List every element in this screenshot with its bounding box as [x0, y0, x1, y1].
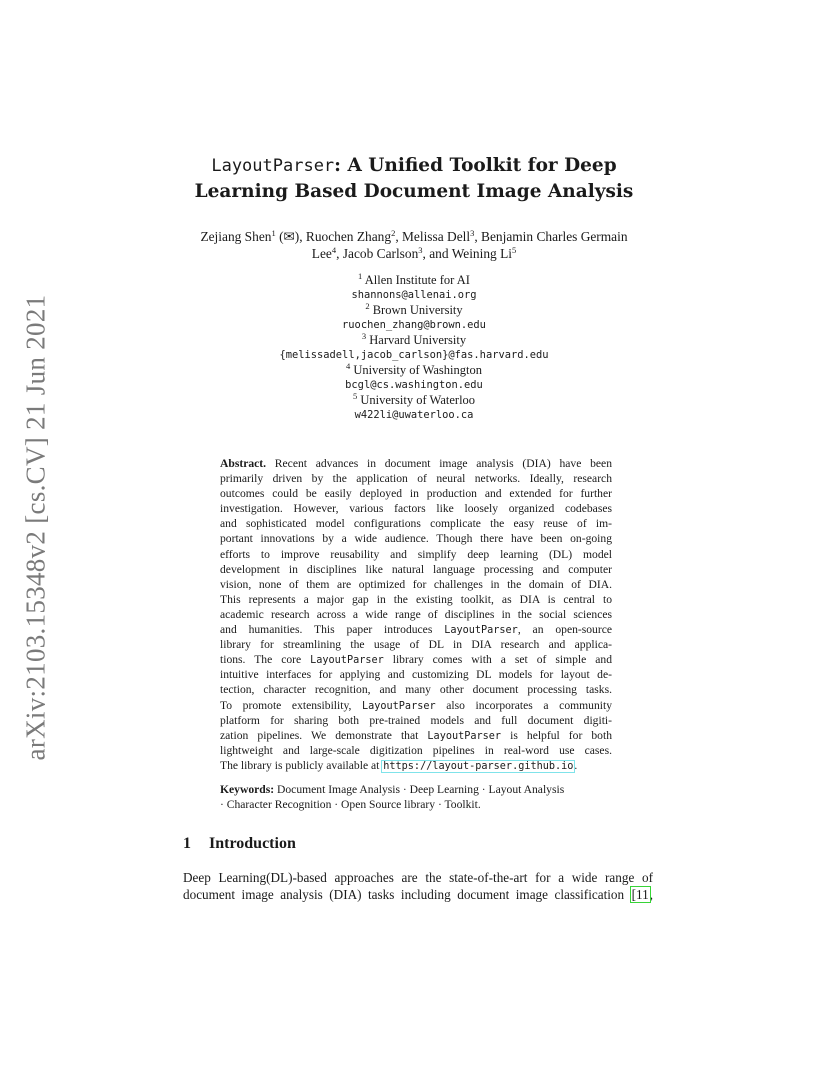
author-superscript: 5	[511, 245, 517, 255]
affiliation-name	[150, 393, 678, 408]
keywords-label: Keywords:	[220, 783, 275, 796]
abstract-line: and sophisticated model configurations complicate the easy reuse of im-	[220, 517, 612, 531]
author-name: Ruochen Zhang	[305, 229, 392, 244]
affiliation-list	[150, 273, 678, 423]
affiliation-email: bcgl@cs.washington.edu	[345, 379, 483, 391]
affiliation-superscript: 5	[352, 391, 358, 401]
author-separator: ,	[474, 229, 482, 244]
section-heading	[183, 835, 653, 853]
affiliation-email: ruochen_zhang@brown.edu	[342, 319, 486, 331]
abstract-text: tions. The core	[220, 653, 311, 667]
author-superscript: 3	[470, 228, 475, 238]
abstract-text: The library is publicly available at	[220, 758, 383, 772]
author-superscript: 4	[331, 245, 337, 255]
intro-line: Deep Learning(DL)-based approaches are the state-of-the-art for a wide range of	[183, 870, 653, 885]
paper-title	[150, 153, 678, 205]
author-name: Lee	[311, 246, 332, 261]
title-line2: Learning Based Document Image Analysis	[194, 181, 634, 202]
abstract-line: vision, none of them are optimized for challenges in the domain of DIA.	[220, 577, 612, 591]
author-superscript: 3	[418, 245, 423, 255]
section-number: 1	[183, 835, 191, 852]
abstract-line: investigation. However, various factors like loosely organized codebases	[220, 502, 612, 516]
affiliation-text: Allen Institute for AI	[364, 273, 470, 287]
author-name: Benjamin Charles Germain	[481, 229, 628, 244]
affiliation-superscript: 4	[346, 361, 351, 371]
keywords-text: Document Image Analysis · Deep Learning · Layout Analysis	[274, 783, 565, 796]
abstract-text: and humanities. This paper introduces	[220, 623, 445, 637]
intro-line	[183, 886, 653, 903]
abstract-line	[220, 728, 612, 743]
corresponding-author-mark: (✉),	[275, 229, 306, 244]
abstract-line: primarily driven by the application of neural networks. Ideally, research	[220, 472, 612, 486]
affiliation-superscript: 3	[361, 331, 367, 341]
author-separator: ,	[395, 229, 403, 244]
library-name: LayoutParser	[444, 625, 518, 637]
citation-link[interactable]: [11	[631, 887, 649, 902]
abstract-text: zation pipelines. We demonstrate that	[220, 728, 428, 742]
abstract-line	[220, 758, 612, 773]
abstract-line: This represents a major gap in the existing toolkit, as DIA is central to	[220, 592, 612, 606]
affiliation-email: {melissadell,jacob_carlson}@fas.harvard.edu	[279, 349, 549, 361]
affiliation-text: Harvard University	[369, 333, 467, 347]
abstract-line	[220, 456, 612, 471]
library-name: LayoutParser	[362, 700, 436, 712]
author-separator: , and	[422, 246, 452, 261]
author-name: Melissa Dell	[402, 229, 471, 244]
author-name: Weining Li	[451, 246, 512, 261]
arxiv-identifier-text: arXiv:2103.15348v2 [cs.CV] 21 Jun 2021	[20, 294, 51, 760]
affiliation-name	[150, 333, 678, 348]
abstract-line	[220, 698, 612, 713]
abstract-text: Recent advances in document image analysis (DIA) have been	[266, 457, 612, 470]
title-line1-rest: : A Unified Toolkit for Deep	[334, 155, 617, 176]
library-name: LayoutParser	[427, 730, 502, 742]
abstract-text: , an open-source	[517, 623, 612, 637]
abstract-text: To promote extensibility,	[220, 698, 362, 712]
affiliation-email: shannons@allenai.org	[351, 289, 477, 301]
author-list	[150, 228, 678, 262]
abstract-text: library comes with a set of simple and	[383, 653, 612, 667]
keywords-line: · Character Recognition · Open Source library · Toolkit.	[220, 798, 481, 812]
affiliation-text: University of Washington	[353, 363, 482, 377]
abstract-line	[220, 652, 612, 667]
author-superscript: 2	[391, 228, 396, 238]
affiliation-name	[150, 363, 678, 378]
arxiv-identifier	[14, 292, 58, 762]
author-superscript: 1	[271, 228, 276, 238]
library-name: LayoutParser	[310, 655, 384, 667]
affiliation-superscript: 2	[365, 301, 370, 311]
abstract-line: lightweight and large-scale digitization pipelines in real-word use cases.	[220, 743, 612, 757]
keywords-line	[220, 782, 612, 797]
abstract-line: efforts to improve reusability and simplify deep learning (DL) model	[220, 547, 612, 561]
abstract-line	[220, 622, 612, 637]
author-name: Zejiang Shen	[200, 229, 272, 244]
abstract-line: outcomes could be easily deployed in production and extended for further	[220, 487, 612, 501]
abstract-line: platform for sharing both pre-trained models and full document digiti-	[220, 713, 612, 727]
affiliation-text: University of Waterloo	[360, 393, 476, 407]
abstract-line: academic research across a wide range of disciplines in the social sciences	[220, 607, 612, 621]
abstract-text: also incorporates a community	[435, 698, 612, 712]
abstract-line: development in disciplines like natural language processing and computer	[220, 562, 612, 576]
abstract-line: intuitive interfaces for applying and customizing DL models for layout de-	[220, 668, 612, 682]
abstract-text: .	[574, 758, 578, 772]
intro-text: ,	[649, 887, 653, 902]
affiliation-superscript: 1	[358, 271, 363, 281]
abstract-label: Abstract.	[220, 457, 267, 470]
project-url-link[interactable]: https://layout-parser.github.io	[383, 760, 574, 772]
abstract-text: is helpful for both	[501, 728, 612, 742]
abstract-line: tection, character recognition, and many other document processing tasks.	[220, 683, 612, 697]
affiliation-name	[150, 273, 678, 288]
intro-text: document image analysis (DIA) tasks including document image classification	[183, 887, 631, 902]
intro-paragraph	[183, 869, 653, 903]
affiliation-name	[150, 303, 678, 318]
abstract-line: portant innovations by a wide audience. Though there have been on-going	[220, 532, 612, 546]
affiliation-email: w422li@uwaterloo.ca	[354, 409, 474, 421]
keywords	[220, 782, 612, 812]
author-name: Jacob Carlson	[342, 246, 419, 261]
abstract	[220, 456, 612, 773]
abstract-line: library for streamlining the usage of DL in DIA research and applica-	[220, 638, 612, 652]
section-title: Introduction	[209, 835, 296, 852]
affiliation-text: Brown University	[372, 303, 463, 317]
title-library-name: LayoutParser	[211, 156, 335, 176]
author-separator: ,	[336, 246, 343, 261]
